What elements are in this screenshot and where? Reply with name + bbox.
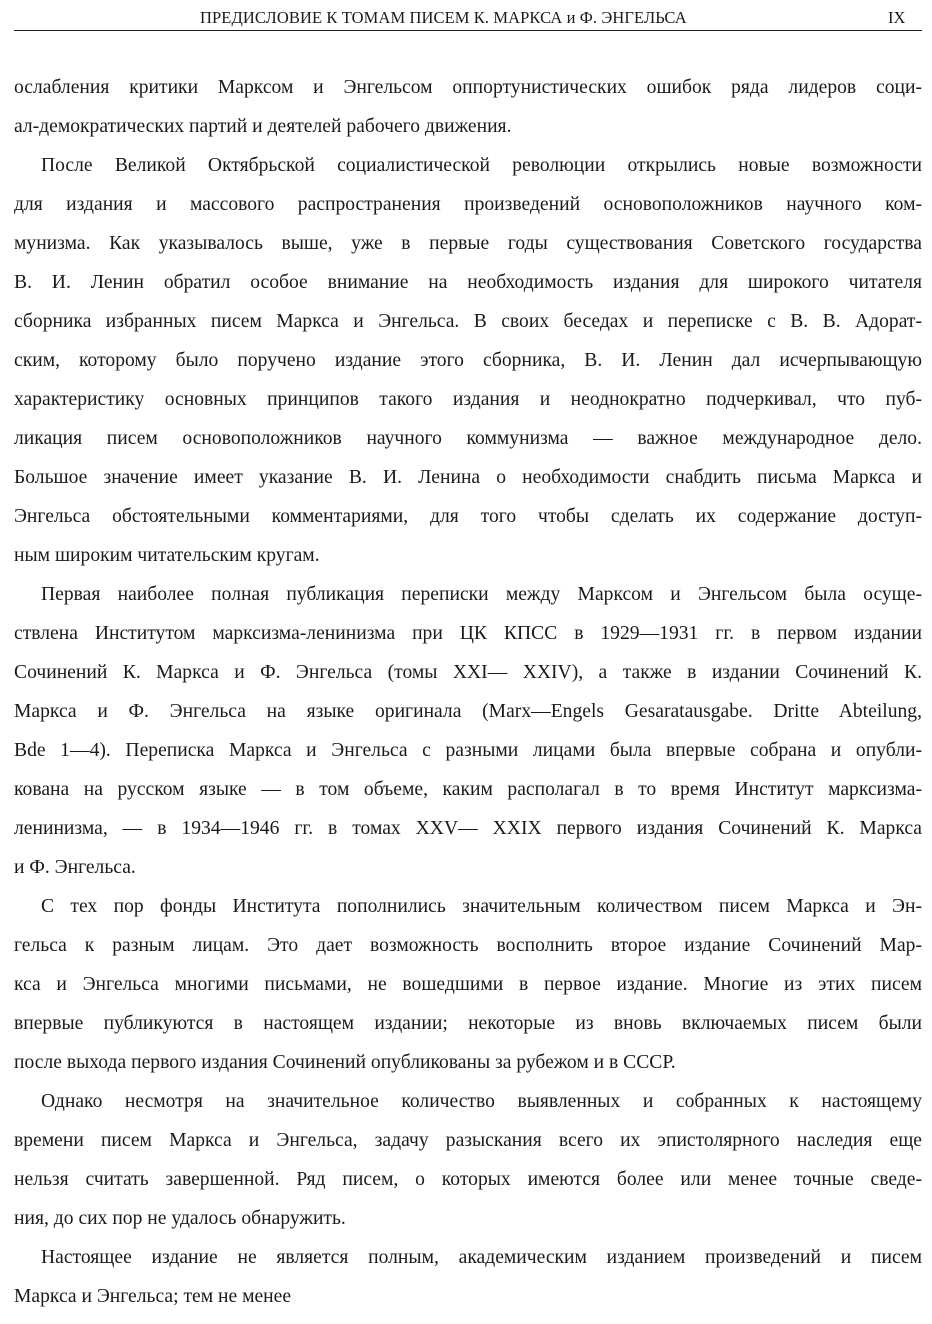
text-line: времени писем Маркса и Энгельса, задачу разыскания всего их эпистолярного наследия еще	[14, 1130, 922, 1151]
paragraph	[14, 1238, 922, 1316]
text-line: для издания и массового распространения произведений основоположников научного ком-	[14, 194, 922, 215]
text-line: мунизма. Как указывалось выше, уже в первые годы существования Советского государства	[14, 233, 922, 254]
text-line: впервые публикуются в настоящем издании; некоторые из вновь включаемых писем были	[14, 1013, 922, 1034]
text-line: сборника избранных писем Маркса и Энгельса. В своих беседах и переписке с В. В. Адорат-	[14, 311, 922, 332]
text-line: ным широким читательским кругам.	[14, 545, 320, 566]
text-line: характеристику основных принципов такого издания и неоднократно подчеркивал, что пуб-	[14, 389, 922, 410]
running-head	[14, 8, 922, 31]
text-line: Первая наиболее полная публикация переписки между Марксом и Энгельсом была осуще-	[41, 584, 922, 605]
page-number: IX	[888, 8, 906, 27]
text-line: В. И. Ленин обратил особое внимание на необходимость издания для широкого читателя	[14, 272, 922, 293]
text-line: кована на русском языке — в том объеме, каким располагал в то время Институт марксизма-	[14, 779, 922, 800]
text-line: Маркса и Энгельса; тем не менее	[14, 1286, 292, 1307]
text-line: Однако несмотря на значительное количество выявленных и собранных к настоящему	[41, 1091, 922, 1112]
text-line: Маркса и Ф. Энгельса на языке оригинала (Marx—Engels Gesaratausgabe. Dritte Abteilung,	[14, 701, 922, 722]
text-line: ния, до сих пор не удалось обнаружить.	[14, 1208, 346, 1229]
text-line: ствлена Институтом марксизма-ленинизма при ЦК КПСС в 1929—1931 гг. в первом издании	[14, 623, 922, 644]
text-line: после выхода первого издания Сочинений опубликованы за рубежом и в СССР.	[14, 1052, 676, 1073]
text-line: и Ф. Энгельса.	[14, 857, 136, 878]
text-line: Настоящее издание не является полным, академическим изданием произведений и писем	[41, 1247, 922, 1268]
text-line: гельса к разным лицам. Это дает возможность восполнить второе издание Сочинений Мар-	[14, 935, 922, 956]
text-line: После Великой Октябрьской социалистической революции открылись новые возможности	[41, 155, 922, 176]
text-line: Bde 1—4). Переписка Маркса и Энгельса с разными лицами была впервые собрана и опубли-	[14, 740, 922, 761]
body-text	[14, 68, 922, 1316]
text-line: Энгельса обстоятельными комментариями, для того чтобы сделать их содержание доступ-	[14, 506, 922, 527]
paragraph	[14, 887, 922, 1082]
text-line: ликация писем основоположников научного коммунизма — важное международное дело.	[14, 428, 922, 449]
text-line: С тех пор фонды Института пополнились значительным количеством писем Маркса и Эн-	[41, 896, 922, 917]
text-line: Сочинений К. Маркса и Ф. Энгельса (томы XXI— XXIV), а также в издании Сочинений К.	[14, 662, 922, 683]
text-line: ал-демократических партий и деятелей рабочего движения.	[14, 116, 512, 137]
text-line: нельзя считать завершенной. Ряд писем, о которых имеются более или менее точные сведе-	[14, 1169, 922, 1190]
text-line: ленинизма, — в 1934—1946 гг. в томах XXV— XXIX первого издания Сочинений К. Маркса	[14, 818, 922, 839]
paragraph	[14, 146, 922, 575]
paragraph	[14, 575, 922, 887]
paragraph	[14, 68, 922, 146]
text-line: кса и Энгельса многими письмами, не вошедшими в первое издание. Многие из этих писем	[14, 974, 922, 995]
text-line: ским, которому было поручено издание этого сборника, В. И. Ленин дал исчерпывающую	[14, 350, 922, 371]
text-line: Большое значение имеет указание В. И. Ленина о необходимости снабдить письма Маркса и	[14, 467, 922, 488]
text-line: ослабления критики Марксом и Энгельсом оппортунистических ошибок ряда лидеров соци-	[14, 77, 922, 98]
running-title: ПРЕДИСЛОВИЕ К ТОМАМ ПИСЕМ К. МАРКСА и Ф. ЭНГЕЛЬСА	[200, 8, 687, 27]
paragraph	[14, 1082, 922, 1238]
